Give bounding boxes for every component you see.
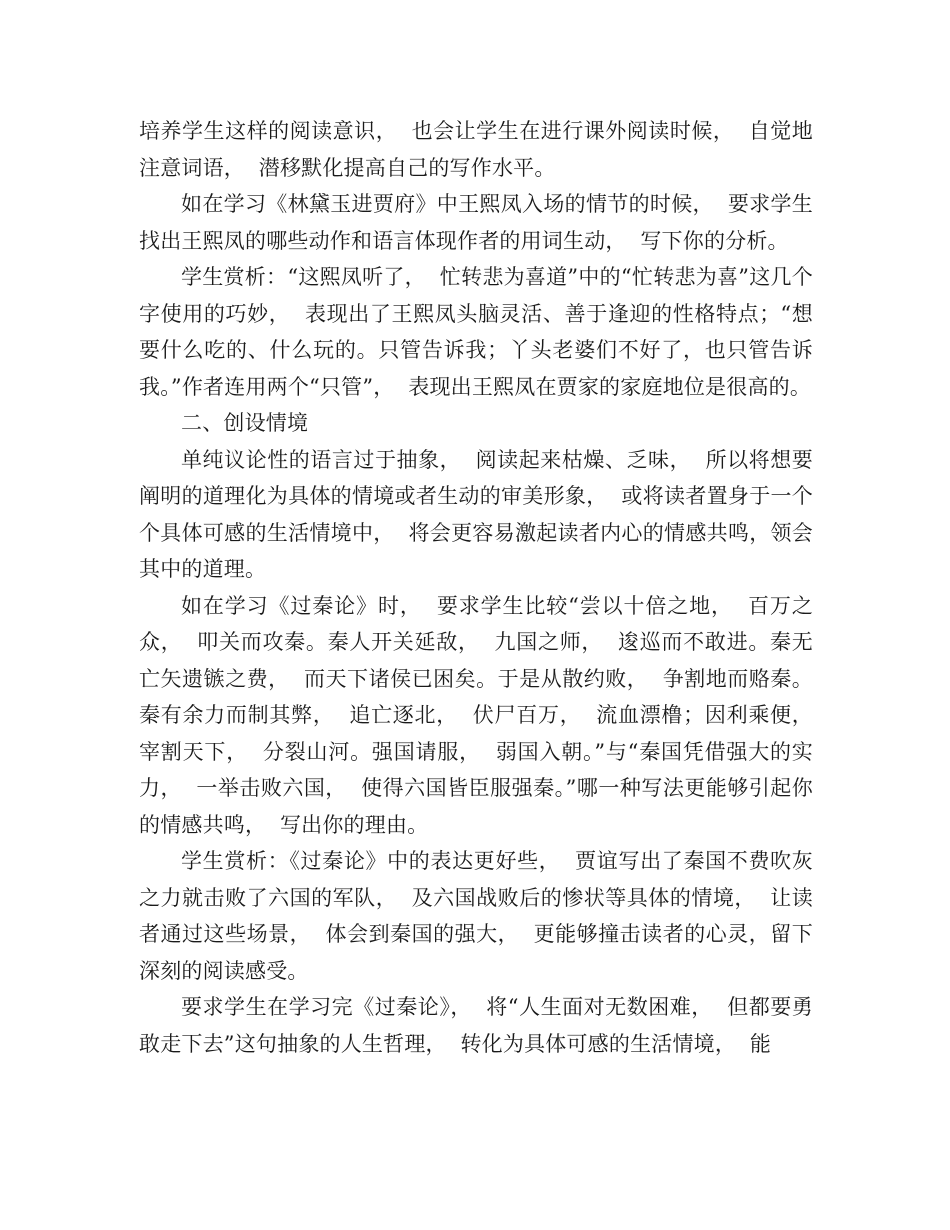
paragraph-4: 单纯议论性的语言过于抽象， 阅读起来枯燥、乏味， 所以将想要阐明的道理化为具体的情境或者生动的审美形象， 或将读者置身于一个个具体可感的生活情境中， 将会更容易激起读者内心的情感共鸣，领会其中的道理。 — [139, 447, 813, 581]
paragraph-7: 要求学生在学习完《过秦论》， 将“人生面对无数困难， 但都要勇敢走下去”这句抽象的人生哲理， 转化为具体可感的生活情境， 能 — [139, 995, 813, 1056]
paragraph-1: 培养学生这样的阅读意识， 也会让学生在进行课外阅读时候， 自觉地注意词语， 潜移默化提高自己的写作水平。 — [139, 119, 813, 180]
paragraph-6: 学生赏析：《过秦论》中的表达更好些， 贾谊写出了秦国不费吹灰之力就击败了六国的军队， 及六国战败后的惨状等具体的情境， 让读者通过这些场景， 体会到秦国的强大， 更能够撞击读者的心灵，留下深刻的阅读感受。 — [139, 849, 813, 983]
paragraph-2: 如在学习《林黛玉进贾府》中王熙凤入场的情节的时候， 要求学生找出王熙凤的哪些动作和语言体现作者的用词生动， 写下你的分析。 — [139, 192, 813, 253]
paragraph-3: 学生赏析：“这熙凤听了， 忙转悲为喜道”中的“忙转悲为喜”这几个字使用的巧妙， 表现出了王熙凤头脑灵活、善于逢迎的性格特点；“想要什么吃的、什么玩的。只管告诉我；丫头老婆们不好了，也只管告诉我。”作者连用两个“只管”， 表现出王熙凤在贾家的家庭地位是很高的。 — [139, 265, 813, 399]
section-heading: 二、创设情境 — [181, 411, 309, 435]
paragraph-5: 如在学习《过秦论》时， 要求学生比较“尝以十倍之地， 百万之众， 叩关而攻秦。秦人开关延敌， 九国之师， 逡巡而不敢进。秦无亡矢遗镞之费， 而天下诸侯已困矣。于是从散约败， 争割地而赂秦。秦有余力而制其弊， 追亡逐北， 伏尸百万， 流血漂橹；因利乘便，宰割天下， 分裂山河。强国请服， 弱国入朝。”与“秦国凭借强大的实力， 一举击败六国， 使得六国皆臣服强秦。”哪一种写法更能够引起你的情感共鸣， 写出你的理由。 — [139, 593, 813, 837]
document-page — [139, 113, 813, 1062]
